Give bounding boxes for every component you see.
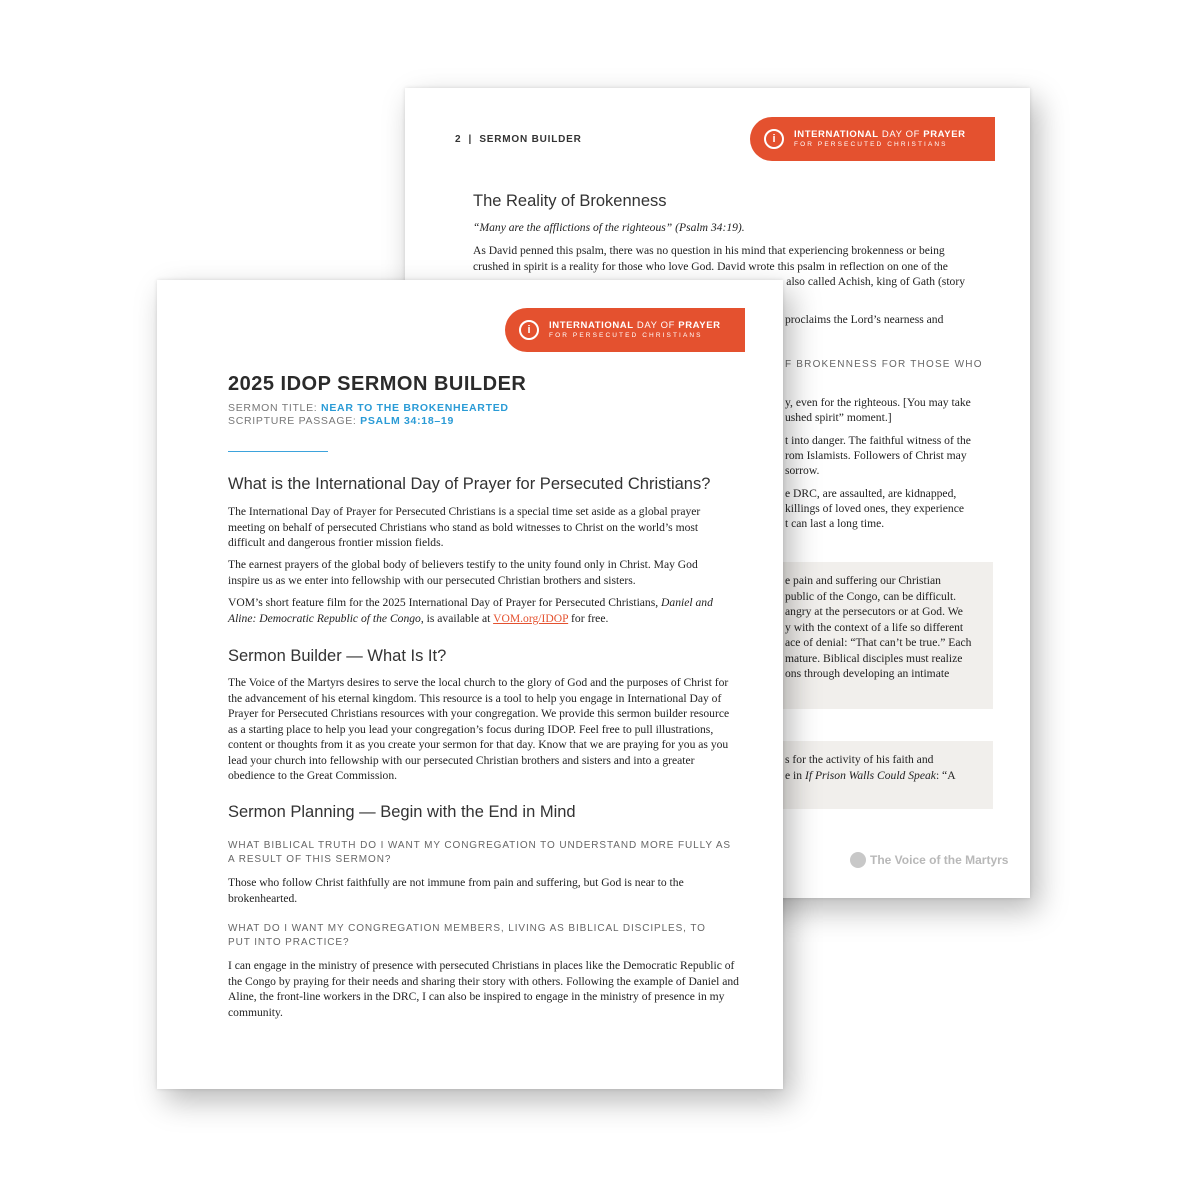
banner-text-b: PRAYER [923, 129, 966, 140]
subheading: WHAT BIBLICAL TRUTH DO I WANT MY CONGREGATION TO UNDERSTAND MORE FULLY AS A RESULT OF THIS SERMON? [228, 840, 731, 865]
callout-text [785, 752, 956, 783]
meta-label: SCRIPTURE PASSAGE: [228, 415, 361, 427]
meta-value: PSALM 34:18–19 [360, 415, 454, 427]
text-line: y, even for the righteous. [You may take [785, 396, 971, 409]
meta-value: NEAR TO THE BROKENHEARTED [321, 402, 509, 414]
text-line: s for the activity of his faith and [785, 753, 934, 766]
banner-subtitle: FOR PERSECUTED CHRISTIANS [794, 140, 948, 148]
text-line: crushed in spirit is a reality for those who love God. David wrote this psalm in reflection on one of the [473, 259, 948, 273]
header-separator: | [468, 134, 473, 145]
page-number: 2 [455, 134, 462, 145]
text-line: e DRC, are assaulted, are kidnapped, [785, 487, 957, 500]
paragraph: The earnest prayers of the global body of believers testify to the unity found only in Christ. May God inspire us as we enter into fellowship with our persecuted Christian brothers and sisters. [228, 558, 698, 587]
section-title: Sermon Builder — What Is It? [228, 647, 447, 665]
banner-text-b: PRAYER [678, 320, 721, 331]
quote: “Many are the afflictions of the righteous” (Psalm 34:19). [473, 221, 745, 234]
paragraph: The International Day of Prayer for Persecuted Christians is a special time set aside as a global prayer meeting on behalf of persecuted Christians who stand as bold witnesses to Christ on the world’s most difficult and dangerous frontier mission fields. [228, 505, 701, 549]
text-line: angry at the persecutors or at God. We [785, 605, 963, 618]
text-line: y with the context of a life so different [785, 620, 964, 634]
paragraph [228, 595, 738, 626]
divider [228, 451, 328, 452]
section-title: The Reality of Brokenness [473, 192, 667, 210]
subheading: F BROKENNESS FOR THOSE WHO [785, 359, 983, 370]
banner-text-mid: DAY OF [878, 129, 924, 140]
footer-logo-text: The Voice of the Martyrs [870, 853, 1009, 867]
idop-link[interactable]: VOM.org/IDOP [493, 611, 569, 625]
banner-subtitle: FOR PERSECUTED CHRISTIANS [549, 331, 703, 339]
front-page [157, 280, 783, 1089]
text-span: for free. [568, 611, 609, 625]
text-line: As David penned this psalm, there was no question in his mind that experiencing brokenness or being [473, 244, 945, 257]
banner-text-a: INTERNATIONAL [794, 129, 879, 140]
banner-text-mid: DAY OF [633, 320, 679, 331]
scripture-line [228, 415, 509, 428]
vom-logo-icon [850, 852, 866, 868]
film-title: Daniel and Aline: Democratic Republic of the Congo [228, 596, 713, 625]
text-line: ace of denial: “That can’t be true.” Each [785, 636, 972, 649]
banner-text-a: INTERNATIONAL [549, 320, 634, 331]
text-line: mature. Biblical disciples must realize [785, 651, 963, 665]
page-header [455, 134, 582, 145]
page-title: 2025 IDOP SERMON BUILDER [228, 373, 527, 395]
paragraph: Those who follow Christ faithfully are not immune from pain and suffering, but God is near to the brokenhearted. [228, 876, 684, 905]
idop-logo-icon: i [764, 129, 784, 149]
text-line: ons through developing an intimate [785, 667, 950, 680]
text-line: also called Achish, king of Gath (story [786, 275, 965, 288]
callout-text [785, 573, 971, 682]
idop-logo-icon: i [519, 320, 539, 340]
text-line: rom Islamists. Followers of Christ may [785, 449, 967, 462]
book-title: If Prison Walls Could Speak [804, 768, 936, 782]
text-line: public of the Congo, can be difficult. [785, 589, 957, 603]
text-line: t into danger. The faithful witness of the [785, 434, 971, 447]
text-span: VOM’s short feature film for the 2025 International Day of Prayer for Persecuted Christians, [228, 596, 662, 609]
text-line: ushed spirit” moment.] [785, 411, 892, 424]
idop-banner [750, 117, 995, 161]
text-span: e in [785, 768, 805, 782]
meta-label: SERMON TITLE: [228, 402, 322, 414]
text-span: : “A [935, 768, 956, 782]
idop-banner [505, 308, 745, 352]
paragraph: The Voice of the Martyrs desires to serve the local church to the glory of God and the purposes of Christ for the advancement of his eternal kingdom. This resource is a tool to help you engage in International Day of Prayer for Persecuted Christians resources with your congregation. We provide this sermon builder resource as a starting place to help you lead your congregation’s focus during IDOP. Feel free to pull illustrations, content or thoughts from it as you create your sermon for that day. Know that we are praying for you as you lead your church into fellowship with our persecuted Christian brothers and sisters and into a greater obedience to the Great Commission. [228, 676, 730, 782]
text-line [785, 768, 956, 784]
subheading: WHAT DO I WANT MY CONGREGATION MEMBERS, LIVING AS BIBLICAL DISCIPLES, TO PUT INTO PRACTICE? [228, 923, 706, 948]
section-title: What is the International Day of Prayer for Persecuted Christians? [228, 475, 711, 493]
section-title: Sermon Planning — Begin with the End in Mind [228, 803, 576, 821]
header-title: SERMON BUILDER [479, 134, 582, 145]
vom-footer-logo [850, 852, 1008, 868]
paragraph: I can engage in the ministry of presence with persecuted Christians in places like the Democratic Republic of the Congo by praying for their needs and sharing their story with others. Following the example of Daniel and Aline, the front-line workers in the DRC, I can also be inspired to engage in the ministry of presence in my community. [228, 959, 739, 1019]
sermon-title-line [228, 402, 509, 415]
text-span: , is available at [420, 611, 494, 625]
text-line: t can last a long time. [785, 517, 885, 530]
text-line: killings of loved ones, they experience [785, 502, 965, 515]
sermon-meta [228, 402, 509, 428]
text-line: sorrow. [785, 464, 820, 477]
text-line: proclaims the Lord’s nearness and [785, 313, 944, 326]
text-line: e pain and suffering our Christian [785, 574, 941, 587]
